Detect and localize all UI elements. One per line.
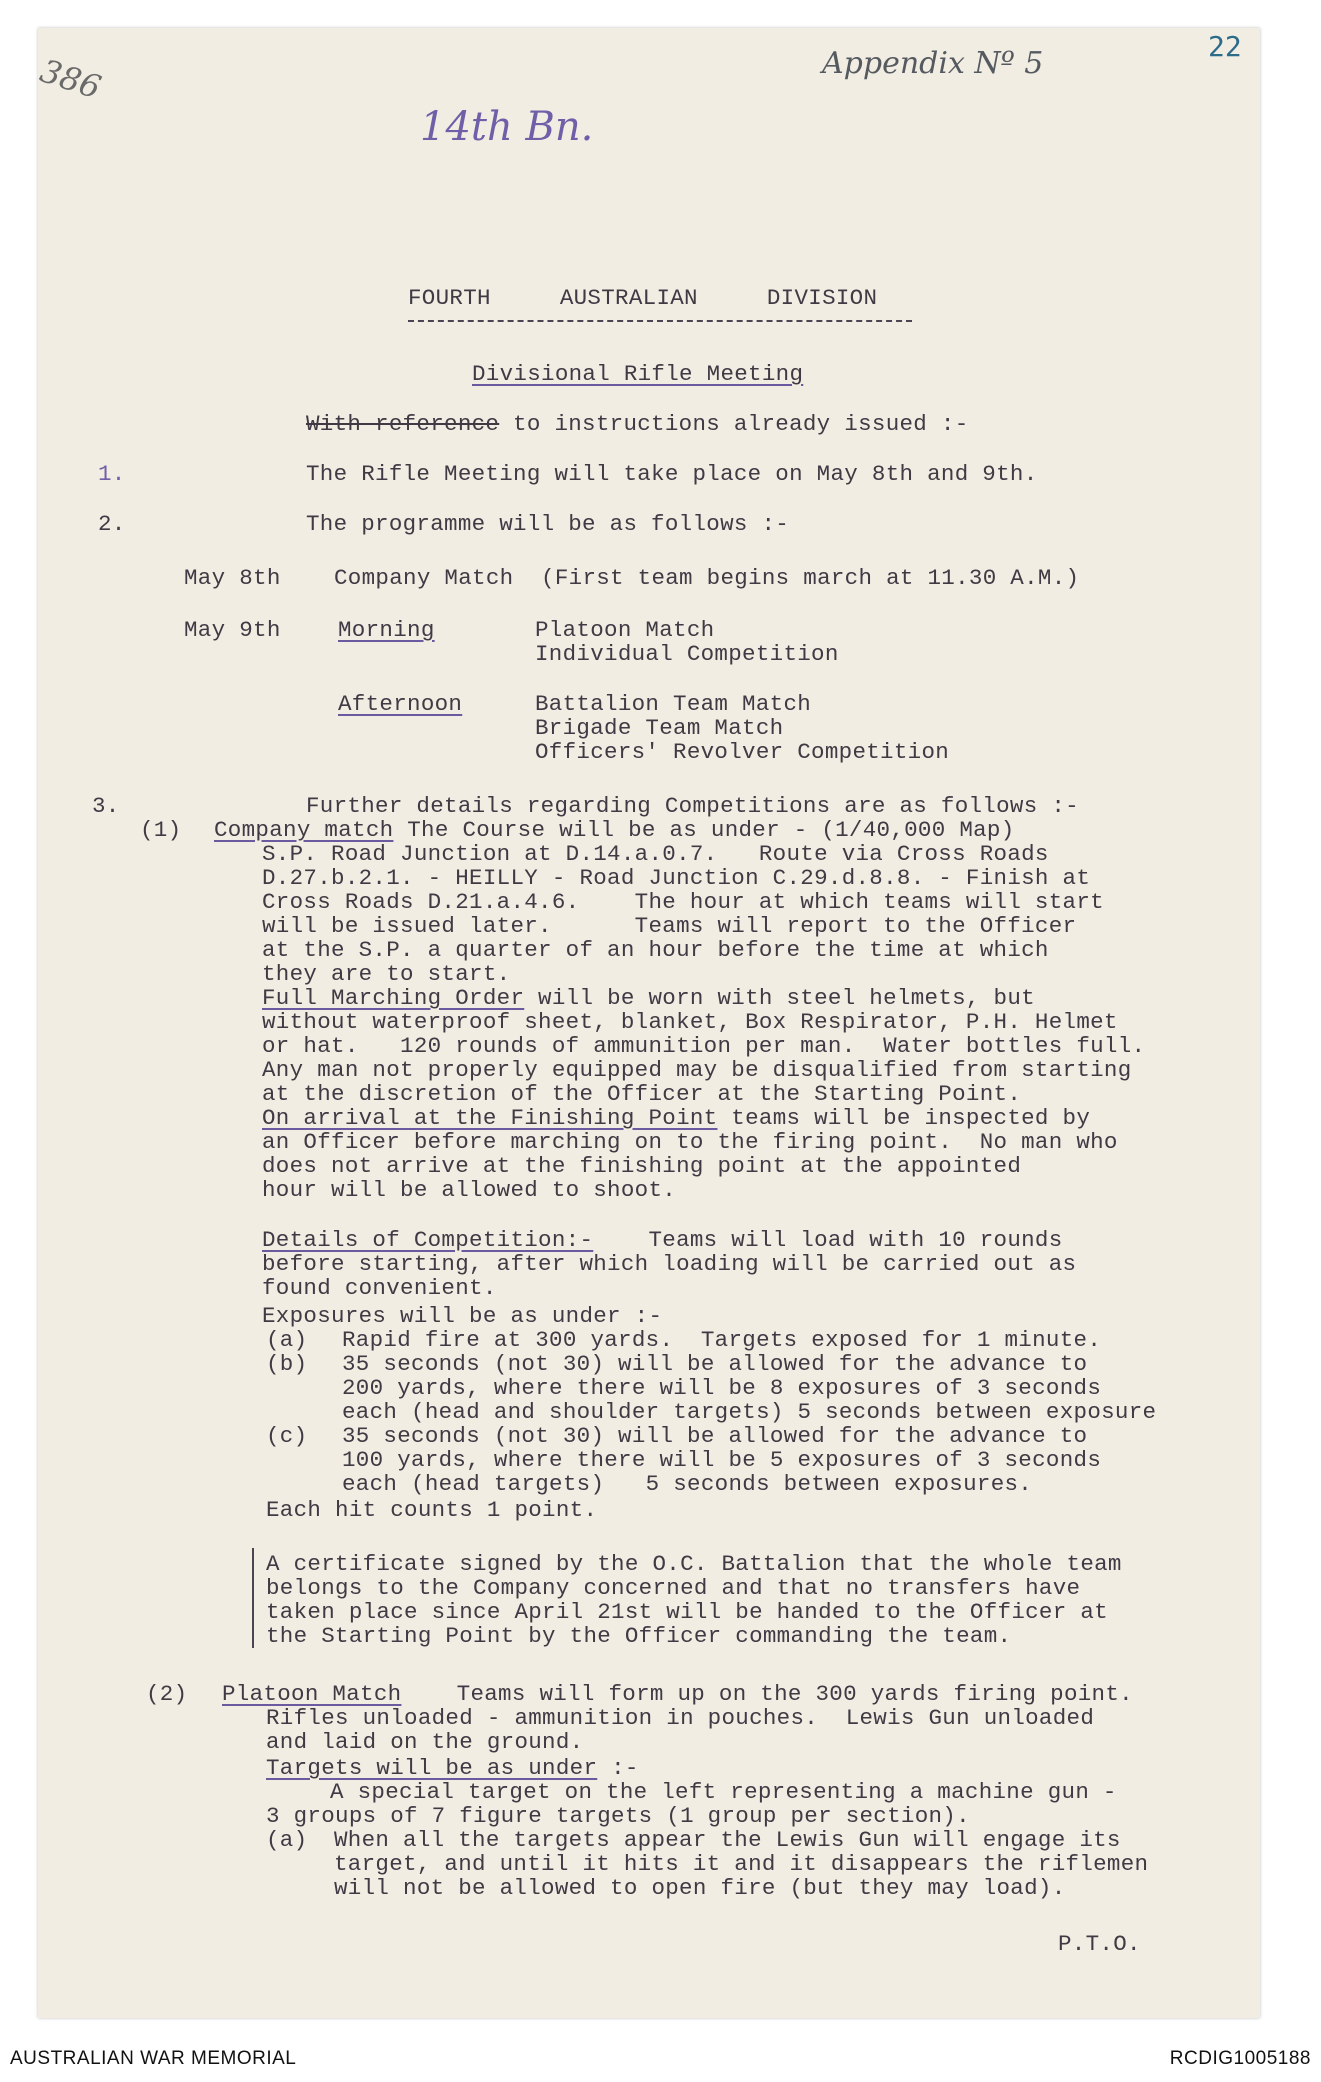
heading-dashed-rule: [408, 320, 912, 322]
marching-order-line-4: Any man not properly equipped may be disqualified from starting: [262, 1057, 1132, 1083]
exposure-c-line-1: 35 seconds (not 30) will be allowed for the advance to: [342, 1423, 1088, 1449]
details-line-3: found convenient.: [262, 1275, 497, 1301]
exposure-c-line-3: each (head targets) 5 seconds between exposures.: [342, 1471, 1033, 1497]
programme-date-may-8: May 8th: [184, 565, 281, 591]
programme-afternoon-item-1: Battalion Team Match: [535, 691, 812, 717]
company-match-line-3: D.27.b.2.1. - HEILLY - Road Junction C.29.d.8.8. - Finish at: [262, 865, 1091, 891]
programme-company-match: Company Match (First team begins march at 11.30 A.M.): [334, 565, 1080, 591]
programme-morning-item-1: Platoon Match: [535, 617, 715, 643]
arrival-line-2: an Officer before marching on to the firing point. No man who: [262, 1129, 1118, 1155]
page-turn-note: P.T.O.: [1058, 1931, 1141, 1957]
exposure-a-text: Rapid fire at 300 yards. Targets exposed for 1 minute.: [342, 1327, 1102, 1353]
marching-order-text: will be worn with steel helmets, but: [524, 985, 1035, 1011]
exposure-b-label: (b): [266, 1351, 308, 1377]
platoon-match-line-2: Rifles unloaded - ammunition in pouches. Lewis Gun unloaded: [266, 1705, 1095, 1731]
company-match-line-7: they are to start.: [262, 961, 511, 987]
exposure-c-label: (c): [266, 1423, 308, 1449]
platoon-a-line-1: When all the targets appear the Lewis Gun will engage its: [334, 1827, 1121, 1853]
targets-heading: [266, 1756, 639, 1780]
company-match-number: (1): [140, 817, 182, 843]
platoon-a-line-3: will not be allowed to open fire (but they may load).: [334, 1875, 1066, 1901]
platoon-match-number: (2): [146, 1681, 188, 1707]
details-line-1: [262, 1228, 1063, 1252]
marching-order-line-1: [262, 986, 1035, 1010]
section-1-text: The Rifle Meeting will take place on May 8th and 9th.: [306, 461, 1038, 487]
battalion-note: 14th Bn.: [420, 104, 594, 150]
section-2-text: The programme will be as follows :-: [306, 511, 790, 537]
platoon-a-line-2: target, and until it hits it and it disappears the riflemen: [334, 1851, 1149, 1877]
certificate-line-1: A certificate signed by the O.C. Battalion that the whole team: [266, 1551, 1122, 1577]
targets-line-2: 3 groups of 7 figure targets (1 group per section).: [266, 1803, 970, 1829]
hit-scoring: Each hit counts 1 point.: [266, 1497, 598, 1523]
reference-line: [306, 412, 969, 436]
company-match-line-2: S.P. Road Junction at D.14.a.0.7. Route via Cross Roads: [262, 841, 1049, 867]
targets-line-1: A special target on the left representing a machine gun -: [330, 1779, 1117, 1805]
exposures-intro: Exposures will be as under :-: [262, 1303, 663, 1329]
footer-archive-name: AUSTRALIAN WAR MEMORIAL: [10, 2048, 297, 2069]
section-2-number: 2.: [98, 511, 126, 537]
certificate-line-3: taken place since April 21st will be handed to the Officer at: [266, 1599, 1108, 1625]
company-match-line-6: at the S.P. a quarter of an hour before the time at which: [262, 937, 1049, 963]
reference-text: to instructions already issued :-: [499, 411, 969, 437]
section-3-intro: Further details regarding Competitions are as follows :-: [306, 793, 1079, 819]
programme-afternoon-item-2: Brigade Team Match: [535, 715, 784, 741]
targets-title: Targets will be as under: [266, 1755, 598, 1781]
platoon-a-label: (a): [266, 1827, 308, 1853]
footer-record-id: RCDIG1005188: [1169, 2048, 1311, 2069]
company-match-line-1: [214, 818, 1015, 842]
exposure-a-label: (a): [266, 1327, 308, 1353]
details-title: Details of Competition:-: [262, 1227, 594, 1253]
programme-date-may-9: May 9th: [184, 617, 281, 643]
appendix-note: Appendix Nº 5: [822, 46, 1044, 81]
programme-morning-item-2: Individual Competition: [535, 641, 839, 667]
programme-afternoon-item-3: Officers' Revolver Competition: [535, 739, 950, 765]
programme-afternoon-label: Afternoon: [338, 691, 463, 717]
marching-order-title: Full Marching Order: [262, 985, 525, 1011]
arrival-line-3: does not arrive at the finishing point at the appointed: [262, 1153, 1022, 1179]
platoon-match-title: Platoon Match: [222, 1681, 402, 1707]
details-line-2: before starting, after which loading will be carried out as: [262, 1251, 1077, 1277]
details-text: Teams will load with 10 rounds: [593, 1227, 1063, 1253]
platoon-match-line-1: [222, 1682, 1133, 1706]
company-match-line-4: Cross Roads D.21.a.4.6. The hour at which teams will start: [262, 889, 1104, 915]
company-match-course: The Course will be as under - (1/40,000 Map): [393, 817, 1015, 843]
company-match-title: Company match: [214, 817, 394, 843]
marching-order-line-5: at the discretion of the Officer at the Starting Point.: [262, 1081, 1022, 1107]
exposure-b-line-1: 35 seconds (not 30) will be allowed for the advance to: [342, 1351, 1088, 1377]
exposure-b-line-2: 200 yards, where there will be 8 exposures of 3 seconds: [342, 1375, 1102, 1401]
reference-struck-text: With reference: [306, 411, 500, 437]
section-3-number: 3.: [92, 793, 120, 819]
exposure-c-line-2: 100 yards, where there will be 5 exposures of 3 seconds: [342, 1447, 1102, 1473]
folio-number-right: 22: [1208, 30, 1242, 63]
arrival-line-1: [262, 1106, 1090, 1130]
meeting-subtitle: Divisional Rifle Meeting: [472, 361, 804, 387]
targets-title-suffix: :-: [597, 1755, 639, 1781]
folio-number-left: 386: [35, 51, 106, 107]
marching-order-line-2: without waterproof sheet, blanket, Box Respirator, P.H. Helmet: [262, 1009, 1118, 1035]
section-1-number: 1.: [98, 461, 126, 487]
division-heading: FOURTH AUSTRALIAN DIVISION: [408, 285, 878, 311]
exposure-b-line-3: each (head and shoulder targets) 5 seconds between exposure: [342, 1399, 1157, 1425]
company-match-line-5: will be issued later. Teams will report to the Officer: [262, 913, 1077, 939]
certificate-line-4: the Starting Point by the Officer commanding the team.: [266, 1623, 1012, 1649]
certificate-margin-bracket: [252, 1548, 254, 1648]
certificate-line-2: belongs to the Company concerned and that no transfers have: [266, 1575, 1081, 1601]
programme-morning-label: Morning: [338, 617, 435, 643]
marching-order-line-3: or hat. 120 rounds of ammunition per man. Water bottles full.: [262, 1033, 1146, 1059]
platoon-match-text: Teams will form up on the 300 yards firing point.: [401, 1681, 1133, 1707]
arrival-text: teams will be inspected by: [717, 1105, 1091, 1131]
platoon-match-line-3: and laid on the ground.: [266, 1729, 584, 1755]
arrival-line-4: hour will be allowed to shoot.: [262, 1177, 677, 1203]
arrival-title: On arrival at the Finishing Point: [262, 1105, 718, 1131]
